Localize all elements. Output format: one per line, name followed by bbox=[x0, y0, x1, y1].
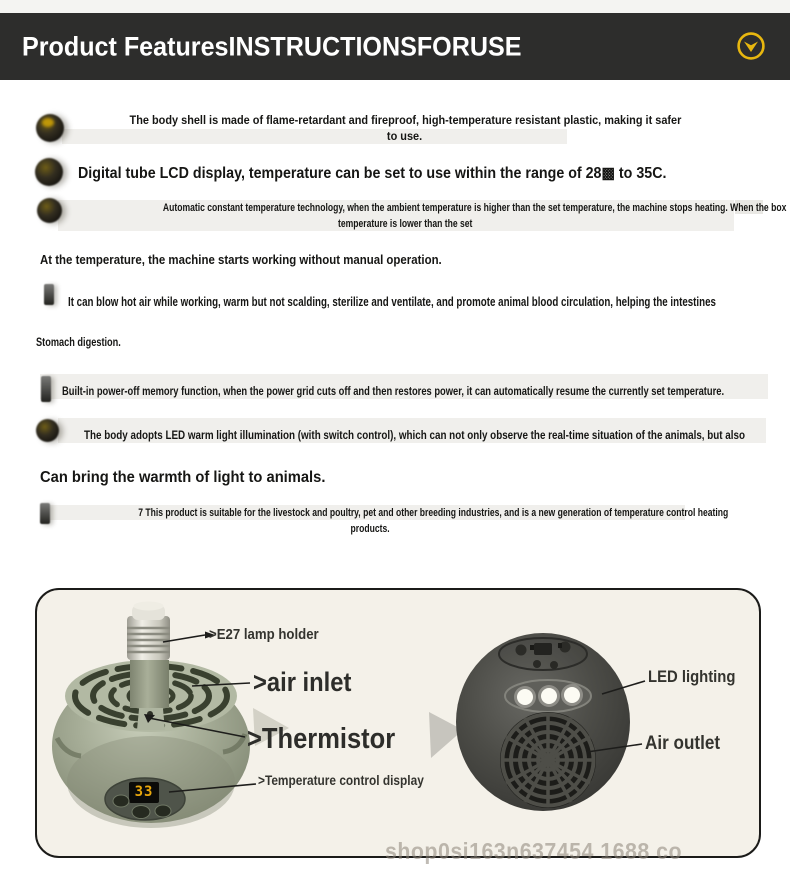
shop-watermark bbox=[385, 838, 704, 865]
label-text: >Thermistor bbox=[247, 723, 396, 755]
feature-row-5 bbox=[62, 384, 790, 398]
air-outlet-grille bbox=[500, 712, 596, 808]
label-air-inlet bbox=[253, 667, 365, 698]
bullet-5-icon bbox=[41, 376, 51, 402]
label-air-outlet bbox=[645, 733, 728, 755]
label-text: Air outlet bbox=[645, 733, 721, 754]
feature-row-4 bbox=[68, 295, 790, 309]
label-text: >E27 lamp holder bbox=[209, 626, 319, 643]
label-text: LED lighting bbox=[648, 668, 736, 686]
label-text: >Temperature control display bbox=[258, 773, 424, 788]
feature-text: The body adopts LED warm light illumination (with switch control), which can not only observe the real-time situation of the animals, but also bbox=[84, 428, 745, 442]
temperature-display-value: 33 bbox=[134, 784, 154, 800]
feature-text: Can bring the warmth of light to animals. bbox=[40, 469, 326, 486]
label-temperature-control-display bbox=[258, 773, 446, 788]
bullet-6-icon bbox=[36, 419, 59, 442]
label-e27-lamp-holder bbox=[209, 626, 334, 643]
feature-text: products. bbox=[350, 522, 390, 535]
feature-text: 7 This product is suitable for the livestock and poultry, pet and other breeding industries, and is a new generation of temperature control heating bbox=[138, 507, 729, 519]
feature-row-1 bbox=[75, 113, 735, 145]
label-text: >air inlet bbox=[253, 667, 352, 697]
feature-text: The body shell is made of flame-retardant and fireproof, high-temperature resistant plastic, making it safer bbox=[129, 115, 681, 127]
page-title-text: Product FeaturesINSTRUCTIONSFORUSE bbox=[22, 31, 522, 61]
feature-row-2 bbox=[78, 164, 718, 183]
feature-row-3 bbox=[75, 200, 787, 232]
section-header bbox=[0, 13, 790, 80]
feature-row-3-cont bbox=[40, 252, 497, 267]
feature-text: It can blow hot air while working, warm but not scalding, sterilize and ventilate, and promote animal blood circulation, helping the intestines bbox=[68, 295, 716, 309]
top-strip bbox=[0, 0, 790, 13]
feature-text: Built-in power-off memory function, when the power grid cuts off and then restores power, it can automatically resume the currently set temperature. bbox=[62, 384, 725, 398]
watermark-text: shop0si163n637454 1688 co bbox=[385, 838, 683, 864]
icon-glint bbox=[42, 118, 54, 127]
feature-text: temperature is lower than the set bbox=[337, 218, 473, 230]
feature-row-6-cont bbox=[40, 469, 350, 487]
feature-text: At the temperature, the machine starts working without manual operation. bbox=[40, 252, 442, 267]
feature-text: to use. bbox=[387, 131, 423, 143]
bullet-4-icon bbox=[44, 284, 54, 305]
feature-text: Automatic constant temperature technology, when the ambient temperature is higher than the set temperature, the machine stops heating. When the box bbox=[162, 202, 787, 214]
label-thermistor bbox=[247, 723, 415, 756]
feature-row-7 bbox=[55, 506, 729, 537]
feature-text: Stomach digestion. bbox=[36, 337, 121, 349]
collapse-section-button[interactable] bbox=[736, 31, 766, 61]
feature-row-6 bbox=[84, 428, 790, 442]
feature-text: Digital tube LCD display, temperature can be set to use within the range of 28▩ to 35C. bbox=[78, 165, 667, 182]
product-diagram-panel bbox=[35, 588, 761, 858]
bullet-1-icon bbox=[36, 114, 64, 142]
chevron-down-icon bbox=[736, 31, 766, 61]
bullet-3-icon bbox=[37, 198, 62, 223]
right-device-illustration bbox=[429, 633, 630, 811]
page-title bbox=[22, 31, 559, 62]
label-led-lighting bbox=[648, 668, 745, 687]
bullet-7-icon bbox=[40, 503, 50, 524]
bullet-2-icon bbox=[35, 158, 63, 186]
feature-row-4-cont bbox=[36, 337, 142, 349]
